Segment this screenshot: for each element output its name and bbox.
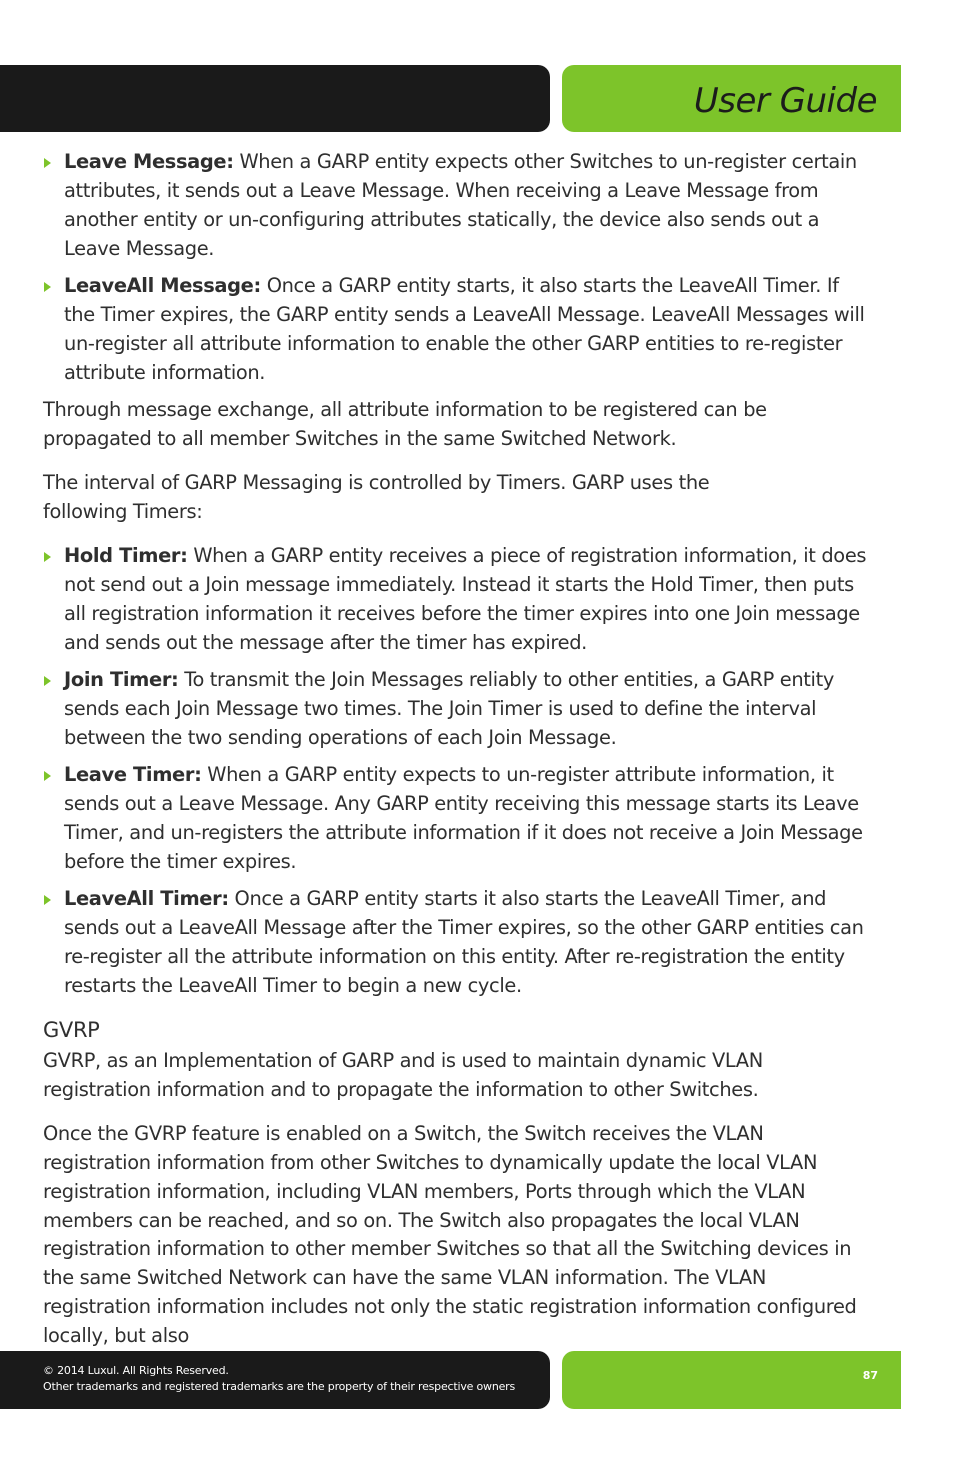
list-item <box>43 148 873 264</box>
list-item <box>43 272 873 388</box>
list-item-text: Once a GARP entity starts, it also starts the LeaveAll Timer. If the Timer expires, the GARP entity sends a LeaveAll Message. LeaveAll Messages will un-register all attribute information to enable the other GARP entities to re-register attribute information. <box>64 274 865 384</box>
footer-page-block <box>562 1351 901 1409</box>
list-item-text: Once a GARP entity starts it also starts the LeaveAll Timer, and sends out a LeaveAll Message after the Timer expires, so the other GARP entities can re-register all the attribute information on this entity. After re-registration the entity restarts the LeaveAll Timer to begin a new cycle. <box>64 887 864 998</box>
bullet-arrow-icon <box>44 771 51 781</box>
paragraph-gvrp-intro: GVRP, as an Implementation of GARP and is used to maintain dynamic VLAN registration information and to propagate the information to other Switches. <box>43 1048 763 1101</box>
page-title: User Guide <box>693 81 877 121</box>
list-item-term: Leave Timer: <box>64 763 202 787</box>
bullet-arrow-icon <box>44 552 51 562</box>
paragraph-gvrp-details: Once the GVRP feature is enabled on a Switch, the Switch receives the VLAN registration information from other Switches to dynamically update the local VLAN registration information, including VLAN members, Ports through which the VLAN members can be reached, and so on. The Switch also propagates the local VLAN registration information to other member Switches so that all the Switching devices in the same Switched Network can have the same VLAN information. The VLAN registration information includes not only the static registration information configured locally, but also <box>43 1121 857 1348</box>
list-item-text: When a GARP entity expects to un-register attribute information, it sends out a Leave Message. Any GARP entity receiving this message starts its Leave Timer, and un-registers the attribute information if it does not receive a Join Message before the timer expires. <box>64 763 863 873</box>
paragraph-message-exchange: Through message exchange, all attribute information to be registered can be propagated to all member Switches in the same Switched Network. <box>43 398 767 451</box>
paragraph-timers-intro: The interval of GARP Messaging is controlled by Timers. GARP uses the following Timers: <box>43 471 710 523</box>
list-item <box>43 542 873 658</box>
list-item <box>43 885 873 1001</box>
bullet-arrow-icon <box>44 158 51 168</box>
list-item-text: When a GARP entity expects other Switches to un-register certain attributes, it sends out a Leave Message. When receiving a Leave Message from another entity or un-configuring attributes statically, the device also sends out a Leave Message. <box>64 150 857 260</box>
header-bar <box>0 65 550 132</box>
footer-text <box>43 1363 515 1395</box>
header-title-block <box>562 65 901 132</box>
trademark-text: Other trademarks and registered trademarks are the property of their respective owners <box>43 1380 516 1393</box>
main-content <box>43 148 873 1366</box>
bullet-arrow-icon <box>44 895 51 905</box>
list-item-term: LeaveAll Message: <box>64 274 261 298</box>
copyright-text: © 2014 Luxul. All Rights Reserved. <box>43 1364 229 1377</box>
list-item-text: To transmit the Join Messages reliably to other entities, a GARP entity sends each Join Message two times. The Join Timer is used to define the interval between the two sending operations of each Join Message. <box>64 668 834 749</box>
footer-bar <box>0 1351 550 1409</box>
bullet-arrow-icon <box>44 282 51 292</box>
list-item <box>43 666 873 753</box>
list-item-text: When a GARP entity receives a piece of registration information, it does not send out a Join message immediately. Instead it starts the Hold Timer, then puts all registration information it receives before the timer expires into one Join message and sends out the message after the timer has expired. <box>64 543 867 654</box>
list-item-term: LeaveAll Timer: <box>64 887 229 911</box>
bullet-arrow-icon <box>44 676 51 686</box>
section-heading-gvrp: GVRP <box>43 1017 100 1042</box>
list-item-term: Hold Timer: <box>64 543 188 567</box>
list-item-term: Leave Message: <box>64 150 234 173</box>
list-item <box>43 761 873 877</box>
list-item-term: Join Timer: <box>64 668 179 691</box>
page-number: 87 <box>862 1369 878 1382</box>
